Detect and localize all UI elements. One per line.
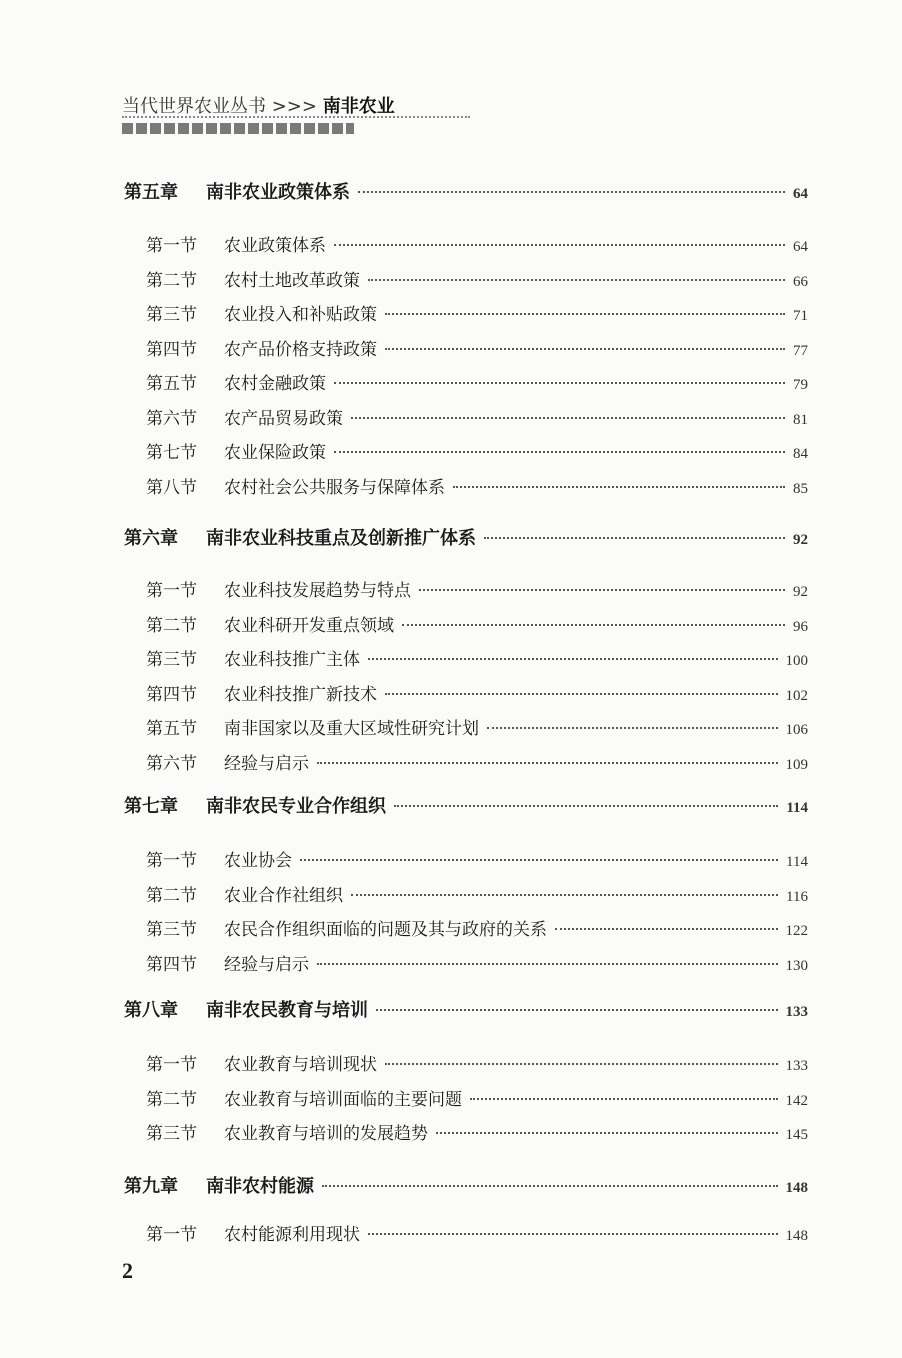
- section-entry[interactable]: [146, 749, 808, 774]
- running-header: [122, 92, 395, 118]
- chapter-entry[interactable]: [124, 524, 808, 550]
- leader-dots: [334, 451, 785, 453]
- section-label: 第八节: [146, 477, 197, 498]
- section-entry[interactable]: [146, 714, 808, 739]
- section-page: 79: [793, 377, 808, 393]
- chapter-label: 第六章: [124, 528, 178, 549]
- section-label: 第一节: [146, 851, 197, 871]
- chapter-title: 南非农业科技重点及创新推广体系: [206, 528, 476, 549]
- leader-dots: [351, 894, 778, 896]
- section-page: 102: [785, 687, 808, 704]
- section-page: 148: [785, 1228, 808, 1244]
- section-page: 109: [785, 756, 808, 773]
- section-label: 第四节: [146, 339, 197, 360]
- leader-dots: [470, 1098, 778, 1100]
- section-page: 71: [793, 308, 808, 324]
- section-title: 农业教育与培训现状: [224, 1055, 377, 1075]
- section-entry[interactable]: [146, 231, 808, 256]
- book-title: 南非农业: [322, 96, 395, 117]
- section-entry[interactable]: [146, 950, 808, 975]
- leader-dots: [368, 1233, 778, 1235]
- section-page: 66: [793, 273, 808, 290]
- chapter-page: 114: [786, 800, 808, 816]
- leader-dots: [317, 963, 778, 965]
- series-title: 当代世界农业丛书 >>>: [122, 96, 323, 117]
- section-label: 第三节: [146, 305, 197, 325]
- leader-dots: [368, 658, 778, 660]
- section-title: 农产品贸易政策: [224, 408, 343, 429]
- section-title: 农业投入和补贴政策: [224, 305, 377, 325]
- section-label: 第一节: [146, 1225, 197, 1245]
- chapter-page: 92: [793, 532, 808, 548]
- section-entry[interactable]: [146, 300, 808, 325]
- leader-dots: [376, 1009, 778, 1011]
- section-title: 农业政策体系: [224, 236, 326, 256]
- leader-dots: [453, 486, 785, 488]
- section-label: 第五节: [146, 719, 197, 739]
- section-entry[interactable]: [146, 680, 808, 705]
- leader-dots: [322, 1185, 778, 1187]
- chapter-entry[interactable]: [124, 1172, 808, 1198]
- leader-dots: [487, 727, 778, 729]
- section-title: 农业教育与培训的发展趋势: [224, 1124, 428, 1144]
- section-page: 81: [793, 411, 808, 428]
- section-page: 106: [785, 722, 808, 738]
- section-label: 第二节: [146, 615, 197, 636]
- section-entry[interactable]: [146, 438, 808, 463]
- leader-dots: [555, 928, 778, 930]
- section-title: 农业协会: [224, 851, 292, 871]
- section-entry[interactable]: [146, 846, 808, 871]
- header-dotted-rule: [122, 116, 470, 118]
- section-label: 第二节: [146, 885, 197, 906]
- section-label: 第四节: [146, 954, 197, 975]
- section-label: 第一节: [146, 236, 197, 256]
- chapter-title: 南非农业政策体系: [206, 182, 350, 203]
- section-entry[interactable]: [146, 1050, 808, 1075]
- section-page: 114: [786, 854, 808, 870]
- section-title: 农村社会公共服务与保障体系: [224, 477, 445, 498]
- chapter-title: 南非农村能源: [206, 1176, 314, 1197]
- chapter-page: 148: [785, 1180, 808, 1196]
- chapter-entry[interactable]: [124, 792, 808, 818]
- section-title: 农村金融政策: [224, 374, 326, 394]
- leader-dots: [351, 417, 785, 419]
- leader-dots: [317, 762, 778, 764]
- chapter-label: 第五章: [124, 182, 178, 203]
- leader-dots: [300, 859, 778, 861]
- section-label: 第三节: [146, 920, 197, 940]
- leader-dots: [358, 191, 785, 193]
- section-label: 第七节: [146, 443, 197, 463]
- section-entry[interactable]: [146, 1085, 808, 1110]
- section-title: 农业科研开发重点领域: [224, 615, 394, 636]
- section-label: 第六节: [146, 753, 197, 774]
- chapter-page: 64: [793, 186, 808, 202]
- section-label: 第五节: [146, 374, 197, 394]
- section-label: 第三节: [146, 650, 197, 670]
- section-page: 77: [793, 342, 808, 359]
- section-label: 第三节: [146, 1124, 197, 1144]
- leader-dots: [436, 1132, 778, 1134]
- section-entry[interactable]: [146, 369, 808, 394]
- section-entry[interactable]: [146, 645, 808, 670]
- leader-dots: [334, 382, 785, 384]
- section-label: 第一节: [146, 581, 197, 601]
- chapter-label: 第八章: [124, 1000, 178, 1021]
- section-title: 农业合作社组织: [224, 885, 343, 906]
- section-page: 100: [785, 653, 808, 669]
- section-entry[interactable]: [146, 404, 808, 429]
- section-page: 85: [793, 480, 808, 497]
- section-title: 农业科技推广新技术: [224, 684, 377, 705]
- chapter-label: 第九章: [124, 1176, 178, 1197]
- section-title: 农民合作组织面临的问题及其与政府的关系: [224, 920, 547, 940]
- section-label: 第六节: [146, 408, 197, 429]
- chapter-label: 第七章: [124, 796, 178, 817]
- section-title: 经验与启示: [224, 753, 309, 774]
- leader-dots: [368, 279, 785, 281]
- section-label: 第一节: [146, 1055, 197, 1075]
- section-entry[interactable]: [146, 335, 808, 360]
- chapter-title: 南非农民专业合作组织: [206, 796, 386, 817]
- section-entry[interactable]: [146, 611, 808, 636]
- section-title: 农村能源利用现状: [224, 1225, 360, 1245]
- section-title: 农业教育与培训面临的主要问题: [224, 1089, 462, 1110]
- page-number: 2: [122, 1258, 133, 1283]
- leader-dots: [385, 693, 778, 695]
- section-entry[interactable]: [146, 473, 808, 498]
- leader-dots: [385, 1063, 778, 1065]
- section-label: 第二节: [146, 270, 197, 291]
- section-title: 经验与启示: [224, 954, 309, 975]
- section-title: 南非国家以及重大区域性研究计划: [224, 719, 479, 739]
- section-label: 第二节: [146, 1089, 197, 1110]
- leader-dots: [419, 589, 785, 591]
- section-page: 116: [786, 888, 808, 905]
- chapter-page: 133: [785, 1004, 808, 1020]
- section-page: 133: [785, 1058, 808, 1074]
- section-entry[interactable]: [146, 881, 808, 906]
- section-page: 130: [785, 957, 808, 974]
- section-entry[interactable]: [146, 1119, 808, 1144]
- chapter-entry[interactable]: [124, 996, 808, 1022]
- section-title: 农产品价格支持政策: [224, 339, 377, 360]
- section-title: 农业科技推广主体: [224, 650, 360, 670]
- section-page: 145: [785, 1127, 808, 1143]
- section-page: 96: [793, 618, 808, 635]
- section-entry[interactable]: [146, 1220, 808, 1245]
- section-title: 农业保险政策: [224, 443, 326, 463]
- leader-dots: [385, 348, 785, 350]
- section-title: 农业科技发展趋势与特点: [224, 581, 411, 601]
- section-label: 第四节: [146, 684, 197, 705]
- leader-dots: [385, 313, 785, 315]
- section-page: 84: [793, 446, 808, 462]
- section-entry[interactable]: [146, 266, 808, 291]
- section-page: 142: [785, 1092, 808, 1109]
- leader-dots: [402, 624, 785, 626]
- section-page: 64: [793, 239, 808, 255]
- section-entry[interactable]: [146, 576, 808, 601]
- section-title: 农村土地改革政策: [224, 270, 360, 291]
- section-page: 92: [793, 584, 808, 600]
- leader-dots: [394, 805, 778, 807]
- header-decorative-bar: [122, 123, 354, 134]
- leader-dots: [334, 244, 785, 246]
- chapter-entry[interactable]: [124, 178, 808, 204]
- chapter-title: 南非农民教育与培训: [206, 1000, 368, 1021]
- section-entry[interactable]: [146, 915, 808, 940]
- section-page: 122: [785, 923, 808, 939]
- leader-dots: [484, 537, 785, 539]
